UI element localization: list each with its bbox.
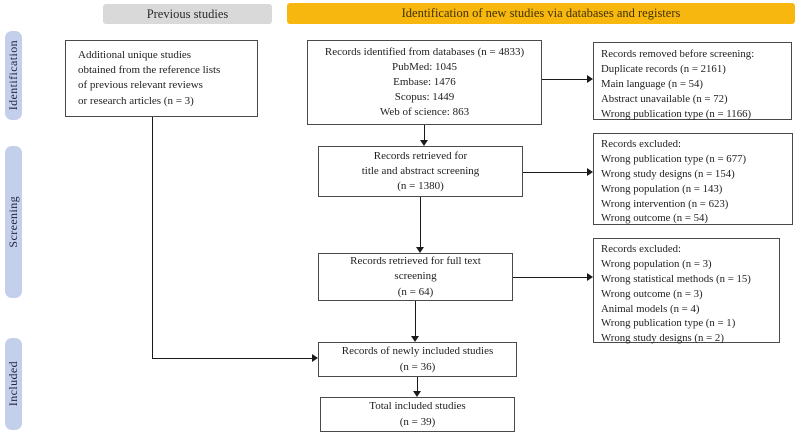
text-line: Wrong publication type (n = 1166): [601, 107, 752, 120]
box-additional-unique-studies: [65, 40, 258, 117]
arrowhead-down-newly: [411, 336, 419, 342]
text-line: Wrong population (n = 3): [601, 257, 712, 270]
text-line: Main language (n = 54): [601, 77, 704, 90]
text-line: Animal models (n = 4): [601, 302, 700, 315]
text-line: Embase: 1476: [393, 75, 456, 88]
text-line: obtained from the reference lists: [78, 64, 221, 77]
stage-label-included-text: Included: [6, 361, 20, 407]
header-new-studies-label: Identification of new studies via databases and registers: [401, 6, 681, 20]
text-line: screening: [394, 270, 437, 283]
text-line: PubMed: 1045: [391, 60, 458, 73]
text-line: Abstract unavailable (n = 72): [601, 92, 728, 105]
connector-additional-to-newly: [152, 358, 312, 359]
text-line: Wrong statistical methods (n = 15): [601, 272, 751, 285]
text-line: Records excluded:: [601, 243, 682, 255]
text-line: Wrong publication type (n = 677): [601, 152, 747, 165]
arrowhead-right-excluded2: [587, 273, 593, 281]
text-line: Total included studies: [369, 400, 466, 413]
box-total-included-studies: [320, 397, 515, 432]
arrowhead-down-total: [413, 391, 421, 397]
text-line: title and abstract screening: [361, 164, 480, 177]
arrowhead-right-excluded1: [587, 168, 593, 176]
text-line: Records identified from databases (n = 4833): [324, 45, 525, 58]
text-line: Wrong population (n = 143): [601, 182, 723, 195]
stage-label-screening: [5, 146, 22, 298]
connector-titleabs-to-fulltext: [420, 197, 421, 248]
text-line: Wrong publication type (n = 1): [601, 317, 736, 330]
text-line: Wrong study designs (n = 154): [601, 167, 735, 180]
box-records-identified-databases: [307, 40, 542, 125]
text-line: Records of newly included studies: [341, 345, 494, 358]
box-records-excluded-full-text: [593, 238, 780, 343]
text-line: or research articles (n = 3): [78, 94, 194, 107]
connector-fulltext-to-newly: [415, 301, 416, 337]
text-line: Records excluded:: [601, 138, 682, 150]
text-line: Records retrieved for full text: [350, 255, 481, 268]
header-new-studies: [287, 3, 795, 24]
text-line: Records retrieved for: [373, 149, 468, 162]
stage-label-included: [5, 338, 22, 430]
header-previous-studies: [103, 4, 272, 24]
text-line: Duplicate records (n = 2161): [601, 62, 726, 75]
text-line: Wrong outcome (n = 3): [601, 287, 703, 300]
connector-titleabs-to-excluded1: [523, 172, 587, 173]
text-line: Additional unique studies: [78, 49, 192, 61]
text-line: Web of science: 863: [379, 106, 470, 119]
stage-label-identification-text: Identification: [6, 40, 20, 111]
connector-fulltext-to-excluded2: [513, 277, 587, 278]
arrowhead-right-removed: [587, 75, 593, 83]
connector-main-to-titleabs: [424, 125, 425, 141]
text-line: Wrong outcome (n = 54): [601, 212, 708, 225]
box-records-removed-before-screening: [593, 42, 792, 120]
text-line: Wrong intervention (n = 623): [601, 197, 729, 210]
text-line: (n = 36): [399, 360, 436, 373]
text-line: Scopus: 1449: [394, 91, 455, 104]
connector-main-to-removed: [542, 79, 587, 80]
text-line: (n = 1380): [397, 180, 444, 193]
text-line: Records removed before screening:: [601, 48, 755, 60]
connector-additional-down: [152, 117, 153, 358]
header-previous-studies-label: Previous studies: [146, 6, 229, 21]
text-line: (n = 64): [397, 285, 434, 298]
text-line: Wrong study designs (n = 2): [601, 332, 724, 345]
box-records-excluded-title-abstract: [593, 133, 793, 225]
arrowhead-right-newly: [312, 354, 318, 362]
arrowhead-down-fulltext: [416, 247, 424, 253]
text-line: of previous relevant reviews: [78, 79, 203, 92]
box-full-text-screening: [318, 253, 513, 301]
stage-label-identification: [5, 31, 22, 120]
box-newly-included-studies: [318, 342, 517, 377]
arrowhead-down-titleabs: [420, 140, 428, 146]
text-line: (n = 39): [399, 415, 436, 428]
stage-label-screening-text: Screening: [6, 196, 20, 248]
connector-newly-to-total: [417, 377, 418, 392]
box-title-abstract-screening: [318, 146, 523, 197]
